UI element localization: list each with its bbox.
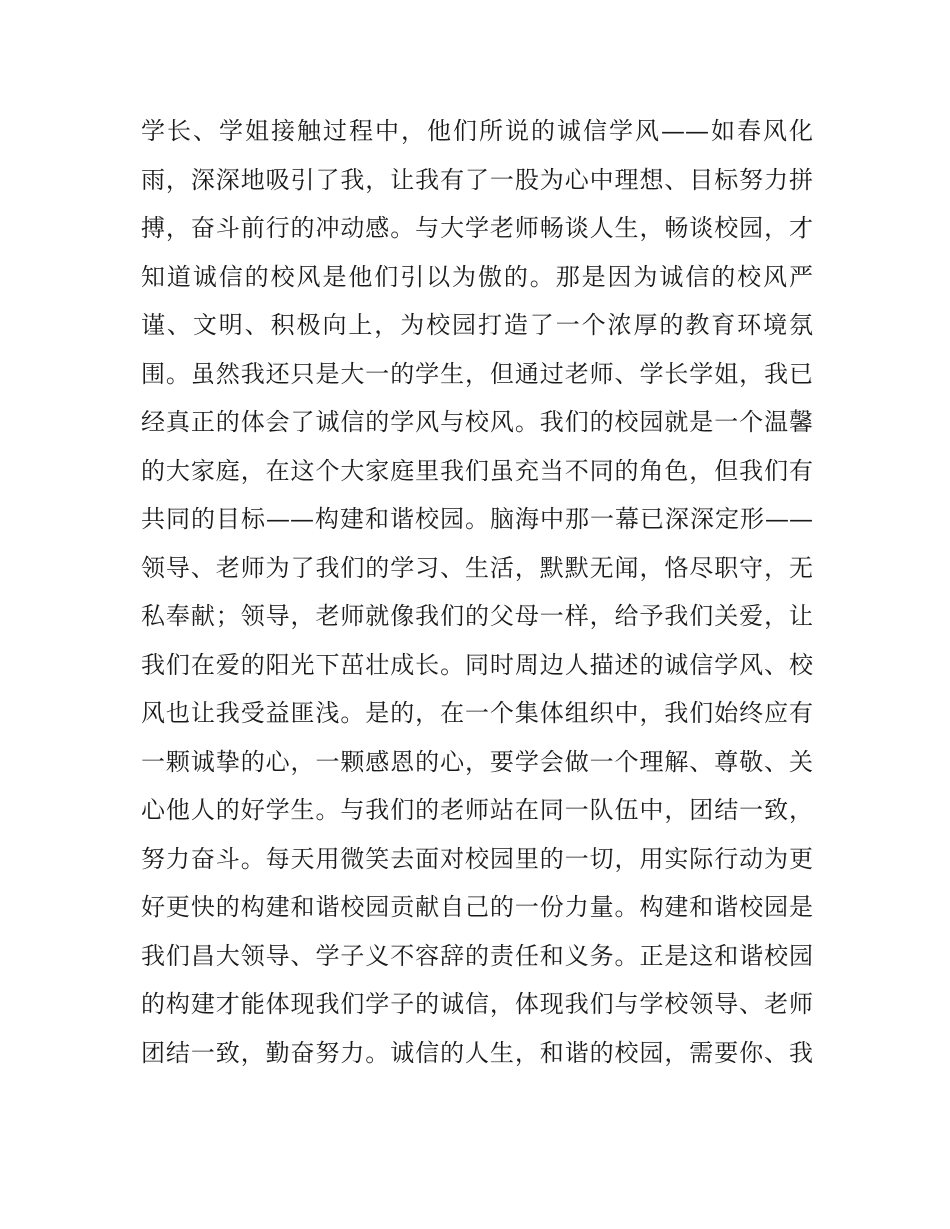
text-line: 团结一致，勤奋努力。诚信的人生，和谐的校园，需要你、我 [141, 1038, 813, 1067]
text-line: 学长、学姐接触过程中，他们所说的诚信学风——如春风化 [141, 117, 813, 145]
text-line: 心他人的好学生。与我们的老师站在同一队伍中，团结一致， [141, 796, 813, 824]
text-line: 共同的目标——构建和谐校园。脑海中那一幕已深深定形—— [141, 505, 813, 533]
text-line: 一颗诚挚的心，一颗感恩的心，要学会做一个理解、尊敬、关 [141, 747, 813, 776]
text-line: 的大家庭，在这个大家庭里我们虽充当不同的角色，但我们有 [141, 456, 813, 485]
text-line: 私奉献；领导，老师就像我们的父母一样，给予我们关爱，让 [141, 602, 813, 630]
text-line: 雨，深深地吸引了我，让我有了一股为心中理想、目标努力拼 [141, 165, 813, 194]
body-paragraph [141, 107, 813, 1077]
text-line: 我们昌大领导、学子义不容辞的责任和义务。正是这和谐校园 [141, 941, 813, 970]
text-line: 努力奋斗。每天用微笑去面对校园里的一切，用实际行动为更 [141, 844, 813, 873]
text-line: 搏，奋斗前行的冲动感。与大学老师畅谈人生，畅谈校园，才 [141, 214, 813, 242]
text-line: 好更快的构建和谐校园贡献自己的一份力量。构建和谐校园是 [141, 893, 813, 921]
text-line: 的构建才能体现我们学子的诚信，体现我们与学校领导、老师 [141, 990, 813, 1018]
text-line: 风也让我受益匪浅。是的，在一个集体组织中，我们始终应有 [141, 699, 813, 727]
text-line: 经真正的体会了诚信的学风与校风。我们的校园就是一个温馨 [141, 408, 813, 436]
text-line: 知道诚信的校风是他们引以为傲的。那是因为诚信的校风严 [141, 262, 813, 291]
text-line: 领导、老师为了我们的学习、生活，默默无闻，恪尽职守，无 [141, 553, 813, 582]
text-line: 我们在爱的阳光下茁壮成长。同时周边人描述的诚信学风、校 [141, 650, 813, 679]
text-line: 谨、文明、积极向上，为校园打造了一个浓厚的教育环境氛 [141, 311, 813, 339]
text-line: 围。虽然我还只是大一的学生，但通过老师、学长学姐，我已 [141, 359, 813, 388]
